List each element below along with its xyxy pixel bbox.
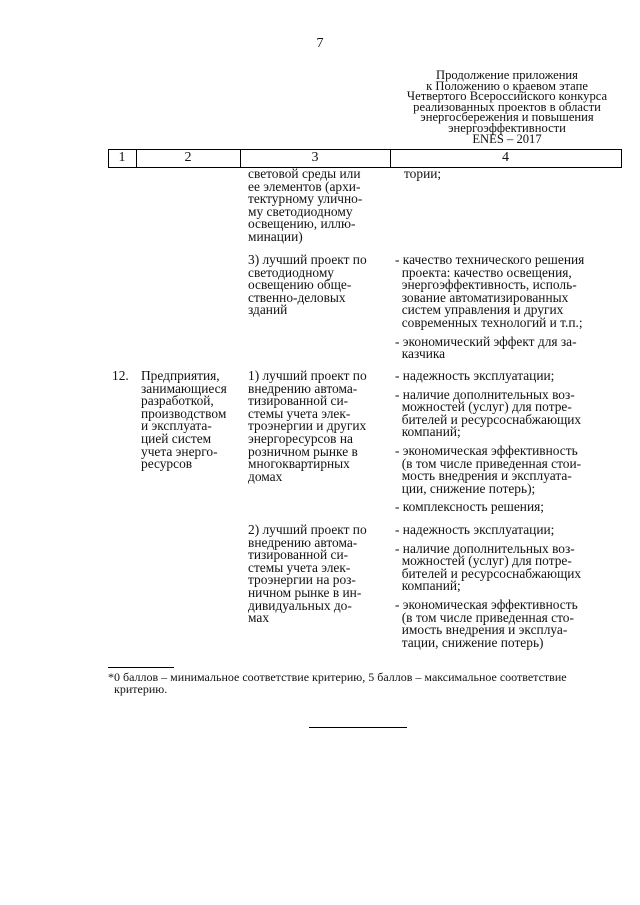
column-header: 4 [502,150,509,165]
criteria-continuation: тории; [404,166,442,181]
nomination-continuation: световой среды или ее элементов (архи- тектурному уличнo- му светодиодному освещению, иллю- минации) [248,166,363,244]
footnote-line: *0 баллов – минимальное соответствие критерию, 5 баллов – максимальное соответствие [108,670,567,684]
column-divider [621,149,622,168]
appendix-line: энергоэффективности [448,120,566,135]
column-header: 2 [184,150,192,165]
appendix-line: к Положению о краевом этапе [426,78,588,93]
column-header: 1 [118,150,126,165]
nomination-item: 3) лучший проект по светодиодному освещению обще- ственно-деловых зданий [248,252,367,318]
criteria-item: - наличие дополнительных воз- можностей (услуг) для потре- бителей и ресурсоснабжающих компаний; [395,386,582,440]
criteria-item: - экономический эффект для за- казчика [395,333,577,362]
column-header: 3 [311,150,319,165]
appendix-header [392,70,622,144]
page-number: 7 [316,36,324,51]
end-rule [309,727,407,728]
footnote [108,671,567,695]
footnote-line: критерию. [114,682,168,696]
criteria-list [395,370,581,520]
criteria-item: - качество технического решения проекта: качество освещения, энергоэффективность, исполь- зование автоматизированных систем управления и других современных технологий и т.п.; [395,252,585,330]
criteria-list [395,524,581,655]
criteria-item: - надежность эксплуатации; [395,522,555,537]
criteria-item: - экономическая эффективность (в том числе приведенная стои- мость внедрения и эксплуата- ции, снижение потерь); [395,442,582,496]
nomination-item: 2) лучший проект по внедрению автома- тизированной си- стемы учета элек- троэнергии на роз- ничном рынке в ин- дивидуальных до- мах [248,522,367,626]
row-number: 12. [112,368,129,383]
appendix-line: ENES – 2017 [472,131,542,146]
criteria-item: - надежность эксплуатации; [395,368,555,383]
criteria-list [395,254,584,367]
appendix-line: энергосбережения и повышения [420,110,594,125]
criteria-item: - экономическая эффективность (в том числе приведенная сто- имость внедрения и эксплуа- тации, снижение потерь) [395,596,578,650]
criteria-item: - комплексность решения; [395,499,545,515]
appendix-line: реализованных проектов в области [413,99,601,114]
nomination-item: 1) лучший проект по внедрению автома- тизированной си- стемы учета элек- троэнергии и других энергоресурсов на розничном рынке в многоквартирных домах [248,368,367,484]
category-label: Предприятия, занимающиеся разработкой, производством и эксплуата- цией систем учета энерго- ресурсов [141,368,227,472]
appendix-line: Четвертого Всероссийского конкурса [406,89,608,104]
appendix-line: Продолжение приложения [436,68,578,82]
criteria-item: - наличие дополнительных воз- можностей (услуг) для потре- бителей и ресурсоснабжающих компаний; [395,540,582,594]
table-header-bottom-border [108,167,622,168]
footnote-separator [108,667,174,668]
